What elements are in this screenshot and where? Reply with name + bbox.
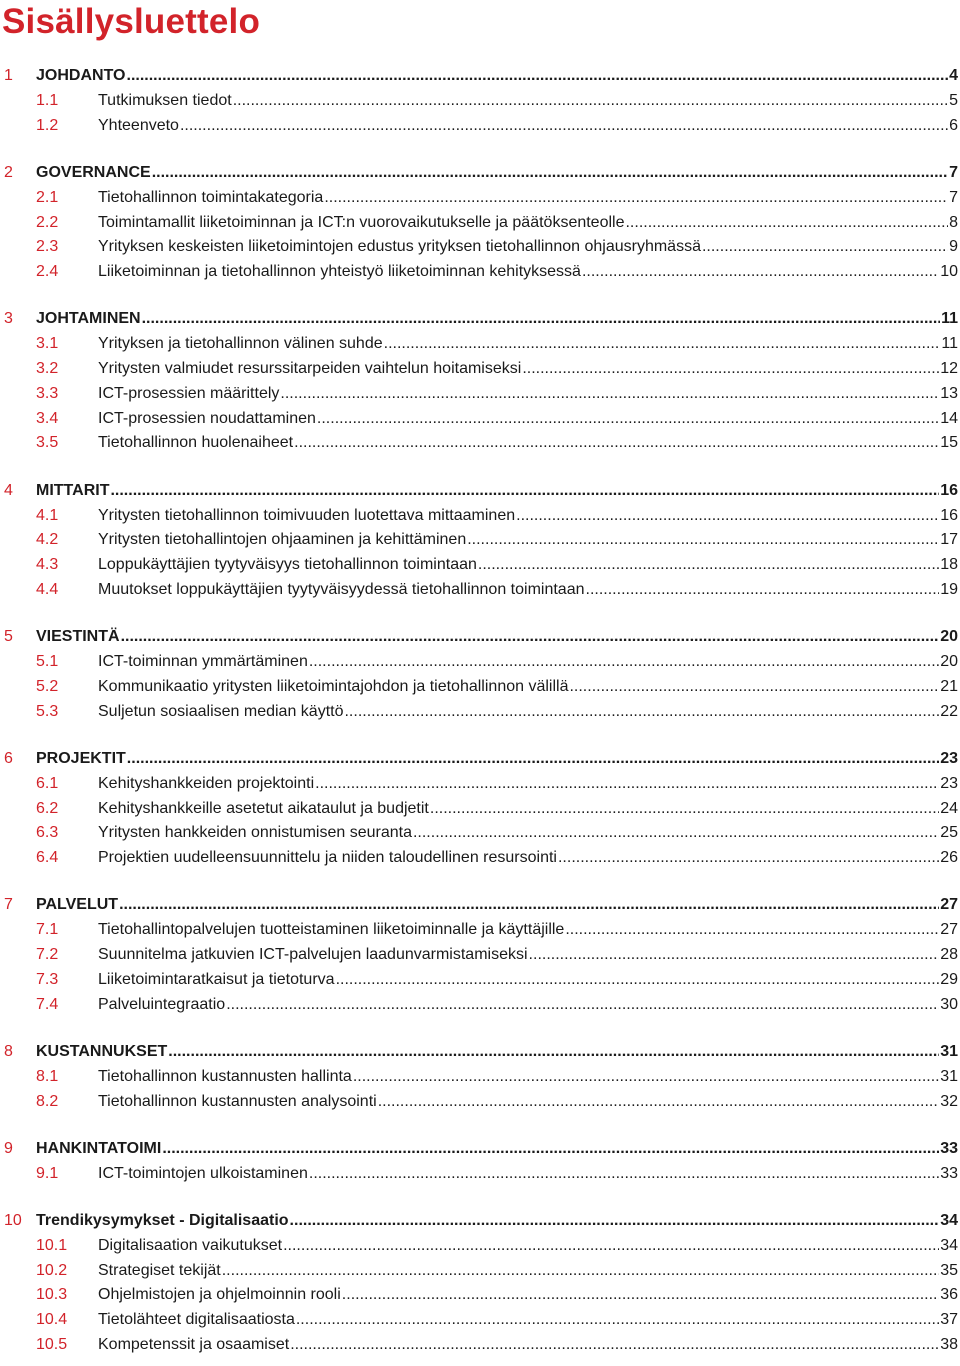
- entry-page-number: 23: [940, 749, 958, 767]
- dot-leader: [529, 946, 940, 964]
- toc-section-entry[interactable]: [0, 92, 958, 116]
- page-title: Sisällysluettelo: [2, 2, 261, 41]
- entry-title: Yritysten tietohallintojen ohjaaminen ja kehittäminen: [98, 531, 467, 549]
- dot-leader: [558, 849, 939, 867]
- entry-number: 2.3: [36, 238, 59, 256]
- entry-number: 1: [4, 67, 13, 84]
- entry-number: 4.1: [36, 506, 59, 524]
- entry-number: 10: [4, 1211, 22, 1229]
- entry-title: Liiketoimintaratkaisut ja tietoturva: [98, 970, 335, 988]
- dot-leader: [127, 750, 939, 768]
- entry-page-number: 10: [940, 263, 958, 281]
- entry-page-number: 20: [940, 628, 958, 646]
- entry-title: KUSTANNUKSET: [36, 1042, 168, 1060]
- entry-title: Kehityshankkeille asetetut aikataulut ja budjetit: [98, 799, 429, 817]
- entry-page-number: 20: [940, 653, 958, 670]
- entry-title: Kommunikaatio yritysten liiketoimintajohdon ja tietohallinnon välillä: [98, 677, 569, 695]
- toc-section-entry[interactable]: [0, 1336, 958, 1360]
- dot-leader: [162, 1140, 939, 1158]
- dot-leader: [430, 800, 939, 818]
- entry-page-number: 34: [940, 1236, 958, 1254]
- entry-number: 5.1: [36, 653, 59, 670]
- entry-page-number: 18: [940, 556, 958, 574]
- entry-title: Ohjelmistojen ja ohjelmoinnin rooli: [98, 1286, 341, 1304]
- toc-section-entry[interactable]: [0, 849, 958, 873]
- entry-number: 7: [4, 896, 13, 914]
- entry-title: VIESTINTÄ: [36, 628, 120, 646]
- toc-section-entry[interactable]: [0, 946, 958, 970]
- entry-title: Yritysten valmiudet resurssitarpeiden vaihtelun hoitamiseksi: [98, 360, 522, 377]
- entry-page-number: 23: [940, 774, 958, 792]
- toc-chapter-entry[interactable]: [0, 896, 958, 920]
- entry-title: MITTARIT: [36, 481, 110, 499]
- entry-title: Tietohallinnon huolenaiheet: [98, 434, 294, 452]
- entry-title: Digitalisaation vaikutukset: [98, 1236, 283, 1254]
- entry-number: 2: [4, 163, 13, 181]
- entry-title: ICT-toiminnan ymmärtäminen: [98, 653, 308, 670]
- entry-title: Yhteenveto: [98, 116, 179, 134]
- entry-title: ICT-prosessien määrittely: [98, 384, 280, 402]
- toc-section-entry[interactable]: [0, 678, 958, 702]
- entry-title: Yritysten hankkeiden onnistumisen seuranta: [98, 824, 412, 842]
- entry-number: 1.2: [36, 116, 59, 134]
- dot-leader: [168, 1043, 939, 1061]
- dot-leader: [315, 775, 939, 793]
- entry-title: Liiketoiminnan ja tietohallinnon yhteistyö liiketoiminnan kehityksessä: [98, 263, 581, 281]
- toc-section-entry[interactable]: [0, 214, 958, 238]
- dot-leader: [565, 921, 939, 939]
- entry-title: Yrityksen ja tietohallinnon välinen suhde: [98, 335, 383, 353]
- entry-number: 3.2: [36, 360, 59, 377]
- entry-page-number: 7: [949, 163, 958, 181]
- entry-page-number: 9: [949, 238, 958, 256]
- entry-page-number: 27: [940, 896, 958, 914]
- entry-page-number: 16: [940, 481, 958, 499]
- toc-section-entry[interactable]: [0, 117, 958, 141]
- entry-number: 7.3: [36, 970, 59, 988]
- dot-leader: [290, 1336, 939, 1354]
- entry-number: 3.5: [36, 434, 59, 452]
- entry-number: 2.2: [36, 213, 59, 231]
- entry-page-number: 26: [940, 849, 958, 867]
- toc-chapter-entry[interactable]: [0, 310, 958, 334]
- entry-page-number: 37: [940, 1311, 958, 1329]
- toc-section-entry[interactable]: [0, 434, 958, 458]
- entry-title: Tutkimuksen tiedot: [98, 91, 232, 109]
- entry-number: 10.2: [36, 1261, 68, 1279]
- entry-number: 3.1: [36, 335, 59, 353]
- toc-section-entry[interactable]: [0, 1068, 958, 1092]
- dot-leader: [625, 214, 948, 232]
- entry-title: Toimintamallit liiketoiminnan ja ICT:n vuorovaikutukselle ja päätöksenteolle: [98, 213, 625, 231]
- dot-leader: [378, 1093, 940, 1111]
- dot-leader: [152, 164, 948, 182]
- dot-leader: [582, 263, 939, 281]
- entry-page-number: 35: [940, 1261, 958, 1279]
- dot-leader: [294, 434, 939, 452]
- toc-chapter-entry[interactable]: [0, 1043, 958, 1067]
- toc-section-entry[interactable]: [0, 971, 958, 995]
- entry-page-number: 38: [940, 1335, 958, 1353]
- entry-page-number: 4: [949, 67, 958, 84]
- dot-leader: [516, 507, 939, 525]
- dot-leader: [413, 824, 939, 842]
- entry-title: Tietohallintopalvelujen tuotteistaminen liiketoiminnalle ja käyttäjille: [98, 921, 565, 939]
- entry-number: 6.3: [36, 824, 59, 842]
- toc-section-entry[interactable]: [0, 360, 958, 384]
- entry-title: Tietohallinnon kustannusten analysointi: [98, 1092, 377, 1110]
- entry-title: Loppukäyttäjien tyytyväisyys tietohallinnon toimintaan: [98, 556, 477, 574]
- toc-section-entry[interactable]: [0, 1093, 958, 1117]
- entry-page-number: 12: [940, 360, 958, 377]
- entry-number: 7.2: [36, 946, 59, 963]
- toc-section-entry[interactable]: [0, 507, 958, 531]
- entry-title: Kompetenssit ja osaamiset: [98, 1335, 290, 1353]
- entry-number: 10.4: [36, 1311, 68, 1329]
- dot-leader: [478, 556, 939, 574]
- entry-page-number: 17: [940, 531, 958, 549]
- entry-number: 6.4: [36, 849, 59, 867]
- dot-leader: [180, 117, 948, 135]
- entry-page-number: 27: [940, 921, 958, 939]
- dot-leader: [290, 1212, 940, 1230]
- dot-leader: [342, 1286, 939, 1304]
- dot-leader: [142, 310, 940, 328]
- toc-section-entry[interactable]: [0, 1286, 958, 1310]
- entry-page-number: 36: [940, 1286, 958, 1304]
- dot-leader: [467, 531, 939, 549]
- dot-leader: [702, 238, 948, 256]
- entry-title: Tietolähteet digitalisaatiosta: [98, 1311, 295, 1329]
- entry-number: 10.1: [36, 1236, 68, 1254]
- toc-section-entry[interactable]: [0, 263, 958, 287]
- toc-chapter-entry[interactable]: [0, 482, 958, 506]
- entry-number: 6: [4, 749, 13, 767]
- entry-title: Kehityshankkeiden projektointi: [98, 774, 315, 792]
- toc-section-entry[interactable]: [0, 531, 958, 555]
- entry-page-number: 6: [949, 116, 958, 134]
- entry-page-number: 33: [940, 1139, 958, 1157]
- entry-number: 5: [4, 628, 13, 646]
- entry-number: 4.2: [36, 531, 59, 549]
- entry-title: PALVELUT: [36, 896, 119, 914]
- entry-page-number: 33: [940, 1164, 958, 1182]
- entry-page-number: 15: [940, 434, 958, 452]
- entry-title: Suljetun sosiaalisen median käyttö: [98, 702, 344, 720]
- toc-section-entry[interactable]: [0, 335, 958, 359]
- entry-number: 7.4: [36, 995, 59, 1013]
- entry-page-number: 32: [940, 1092, 958, 1110]
- entry-number: 9.1: [36, 1164, 59, 1182]
- entry-number: 4: [4, 481, 13, 499]
- dot-leader: [353, 1068, 939, 1086]
- entry-number: 2.1: [36, 188, 59, 206]
- toc-chapter-entry[interactable]: [0, 750, 958, 774]
- toc-section-entry[interactable]: [0, 996, 958, 1020]
- entry-title: Strategiset tekijät: [98, 1261, 221, 1279]
- toc-section-entry[interactable]: [0, 189, 958, 213]
- entry-title: Palveluintegraatio: [98, 995, 226, 1013]
- dot-leader: [119, 896, 939, 914]
- entry-title: Trendikysymykset - Digitalisaatio: [36, 1211, 289, 1229]
- toc-section-entry[interactable]: [0, 581, 958, 605]
- toc-section-entry[interactable]: [0, 653, 958, 677]
- dot-leader: [296, 1311, 939, 1329]
- entry-number: 2.4: [36, 263, 59, 281]
- dot-leader: [384, 335, 941, 353]
- dot-leader: [226, 996, 939, 1014]
- entry-number: 8.2: [36, 1092, 59, 1110]
- entry-number: 3.4: [36, 409, 59, 427]
- entry-number: 5.2: [36, 677, 59, 695]
- entry-title: GOVERNANCE: [36, 163, 151, 181]
- entry-page-number: 19: [940, 580, 958, 598]
- toc-section-entry[interactable]: [0, 1237, 958, 1261]
- dot-leader: [586, 581, 940, 599]
- entry-number: 4.4: [36, 580, 59, 598]
- entry-number: 4.3: [36, 556, 59, 574]
- entry-title: Projektien uudelleensuunnittelu ja niiden taloudellinen resursointi: [98, 849, 557, 867]
- entry-number: 6.2: [36, 799, 59, 817]
- toc-section-entry[interactable]: [0, 824, 958, 848]
- dot-leader: [121, 628, 940, 646]
- entry-page-number: 24: [940, 799, 958, 817]
- entry-title: HANKINTATOIMI: [36, 1139, 162, 1157]
- toc-chapter-entry[interactable]: [0, 628, 958, 652]
- dot-leader: [317, 410, 939, 428]
- entry-title: Suunnitelma jatkuvien ICT-palvelujen laadunvarmistamiseksi: [98, 946, 528, 963]
- dot-leader: [569, 678, 939, 696]
- toc-section-entry[interactable]: [0, 410, 958, 434]
- entry-page-number: 21: [940, 677, 958, 695]
- entry-title: Tietohallinnon kustannusten hallinta: [98, 1067, 352, 1085]
- toc-section-entry[interactable]: [0, 385, 958, 409]
- entry-title: ICT-prosessien noudattaminen: [98, 409, 316, 427]
- entry-page-number: 28: [940, 946, 958, 963]
- entry-page-number: 29: [940, 970, 958, 988]
- dot-leader: [280, 385, 939, 403]
- toc-section-entry[interactable]: [0, 1311, 958, 1335]
- toc-section-entry[interactable]: [0, 775, 958, 799]
- dot-leader: [283, 1237, 939, 1255]
- entry-page-number: 30: [940, 995, 958, 1013]
- toc-chapter-entry[interactable]: [0, 1212, 958, 1236]
- toc-section-entry[interactable]: [0, 556, 958, 580]
- dot-leader: [522, 360, 939, 378]
- entry-title: JOHTAMINEN: [36, 310, 141, 328]
- entry-title: PROJEKTIT: [36, 749, 126, 767]
- entry-title: Yritysten tietohallinnon toimivuuden luotettava mittaaminen: [98, 506, 516, 524]
- toc-chapter-entry[interactable]: [0, 67, 958, 91]
- entry-page-number: 8: [949, 213, 958, 231]
- dot-leader: [233, 92, 948, 110]
- entry-title: Muutokset loppukäyttäjien tyytyväisyydessä tietohallinnon toimintaan: [98, 580, 585, 598]
- dot-leader: [344, 703, 939, 721]
- toc-section-entry[interactable]: [0, 1165, 958, 1189]
- entry-page-number: 5: [949, 91, 958, 109]
- entry-title: JOHDANTO: [36, 67, 126, 84]
- entry-page-number: 22: [940, 702, 958, 720]
- dot-leader: [336, 971, 940, 989]
- toc-section-entry[interactable]: [0, 238, 958, 262]
- entry-number: 1.1: [36, 91, 59, 109]
- entry-title: Tietohallinnon toimintakategoria: [98, 188, 324, 206]
- entry-page-number: 16: [940, 506, 958, 524]
- entry-page-number: 25: [940, 824, 958, 842]
- entry-page-number: 14: [940, 409, 958, 427]
- toc-chapter-entry[interactable]: [0, 164, 958, 188]
- entry-page-number: 31: [940, 1067, 958, 1085]
- entry-number: 3: [4, 310, 13, 328]
- dot-leader: [309, 1165, 939, 1183]
- entry-page-number: 11: [941, 335, 958, 353]
- toc-section-entry[interactable]: [0, 703, 958, 727]
- toc-chapter-entry[interactable]: [0, 1140, 958, 1164]
- entry-title: ICT-toimintojen ulkoistaminen: [98, 1164, 308, 1182]
- entry-page-number: 31: [940, 1042, 958, 1060]
- dot-leader: [127, 67, 949, 85]
- toc-section-entry[interactable]: [0, 921, 958, 945]
- entry-number: 10.3: [36, 1286, 68, 1304]
- entry-page-number: 7: [949, 188, 958, 206]
- entry-number: 10.5: [36, 1335, 68, 1353]
- entry-number: 9: [4, 1139, 13, 1157]
- entry-number: 5.3: [36, 702, 59, 720]
- entry-number: 7.1: [36, 921, 59, 939]
- entry-page-number: 34: [940, 1211, 958, 1229]
- entry-number: 8: [4, 1042, 13, 1060]
- toc-section-entry[interactable]: [0, 800, 958, 824]
- entry-page-number: 11: [941, 310, 958, 328]
- dot-leader: [222, 1262, 939, 1280]
- entry-number: 3.3: [36, 384, 59, 402]
- toc-section-entry[interactable]: [0, 1262, 958, 1286]
- entry-number: 8.1: [36, 1067, 59, 1085]
- dot-leader: [309, 653, 939, 671]
- dot-leader: [324, 189, 948, 207]
- entry-title: Yrityksen keskeisten liiketoimintojen edustus yrityksen tietohallinnon ohjausryhmässä: [98, 238, 701, 256]
- dot-leader: [110, 482, 939, 500]
- entry-number: 6.1: [36, 774, 59, 792]
- entry-page-number: 13: [940, 384, 958, 402]
